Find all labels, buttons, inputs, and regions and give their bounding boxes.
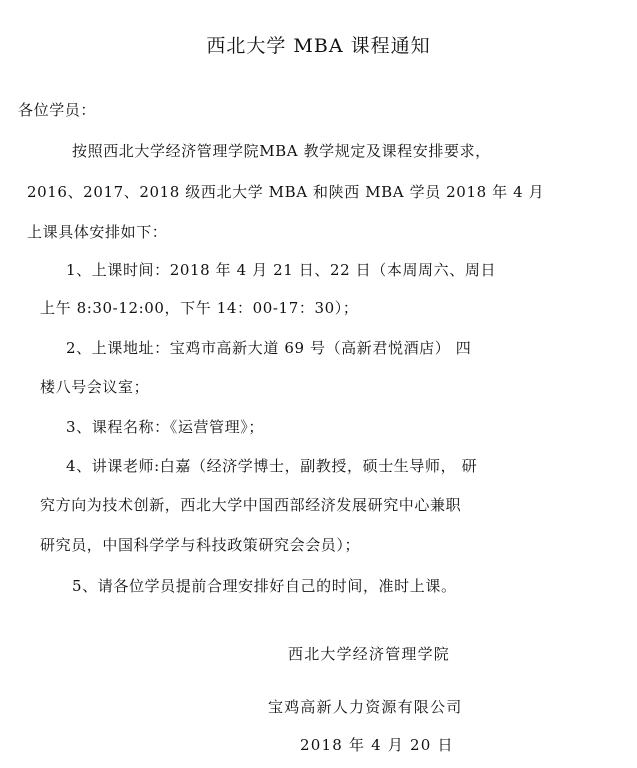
- item-line: 楼八号会议室；: [40, 378, 150, 396]
- item-line: 2、上课地址：宝鸡市高新大道 69 号（高新君悦酒店） 四: [66, 339, 472, 357]
- item-line: 究方向为技术创新，西北大学中国西部经济发展研究中心兼职: [40, 496, 462, 514]
- item-line: 3、课程名称：《运营管理》；: [66, 418, 264, 436]
- intro-line: 按照西北大学经济管理学院MBA 教学规定及课程安排要求，: [72, 142, 491, 160]
- intro-line: 上课具体安排如下：: [27, 223, 168, 241]
- item-line: 4、讲课老师:白嘉（经济学博士，副教授，硕士生导师， 研: [66, 457, 478, 475]
- signature-org-2: 宝鸡高新人力资源有限公司: [268, 698, 463, 716]
- item-line: 上午 8:30-12:00，下午 14：00-17：30）；: [40, 299, 359, 317]
- signature-org-1: 西北大学经济管理学院: [288, 645, 451, 663]
- signature-date: 2018 年 4 月 20 日: [300, 736, 454, 754]
- salutation: 各位学员：: [18, 101, 97, 119]
- item-line: 研究员，中国科学学与科技政策研究会会员）；: [40, 536, 361, 554]
- item-line: 5、请各位学员提前合理安排好自己的时间，准时上课。: [72, 577, 457, 595]
- item-line: 1、上课时间：2018 年 4 月 21 日、22 日（本周周六、周日: [66, 261, 497, 279]
- intro-line: 2016、2017、2018 级西北大学 MBA 和陕西 MBA 学员 2018 年 4 月: [27, 183, 545, 201]
- page-title: 西北大学 MBA 课程通知: [206, 35, 431, 57]
